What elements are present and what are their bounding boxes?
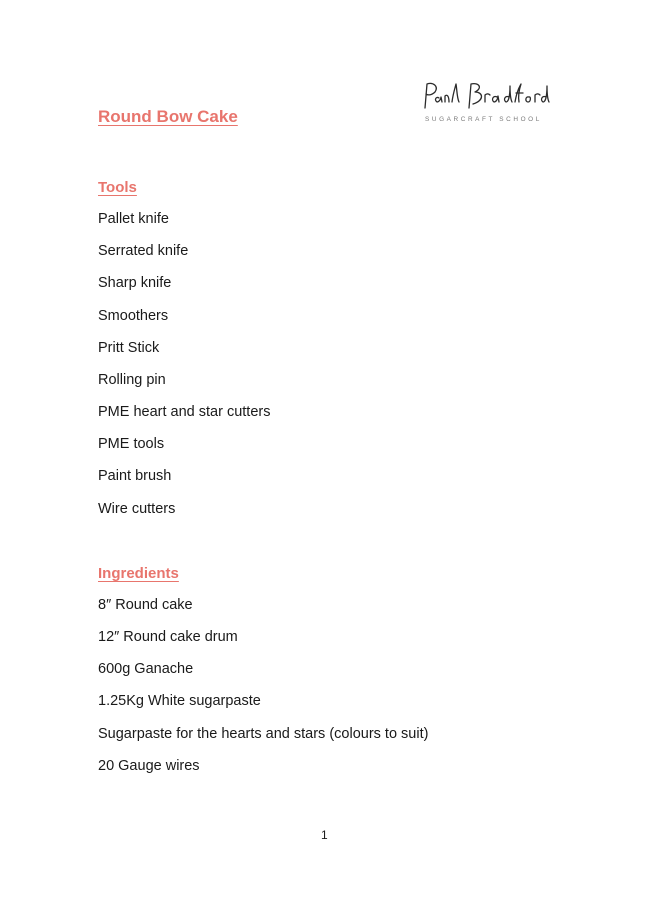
tools-list-item: Paint brush [98, 468, 172, 484]
page-number: 1 [321, 828, 328, 842]
logo-subtitle: SUGARCRAFT SCHOOL [425, 116, 542, 123]
tools-list-item: Pritt Stick [98, 340, 160, 356]
tools-heading: Tools [98, 179, 137, 196]
ingredients-list-item: 1.25Kg White sugarpaste [98, 693, 261, 709]
tools-list-item: Serrated knife [98, 243, 189, 259]
brand-logo [419, 78, 551, 126]
ingredients-list-item: 12″ Round cake drum [98, 629, 238, 645]
ingredients-heading: Ingredients [98, 565, 179, 582]
tools-list-item: PME tools [98, 436, 165, 452]
ingredients-list-item: 600g Ganache [98, 661, 194, 677]
tools-list-item: Sharp knife [98, 275, 172, 291]
ingredients-list-item: 20 Gauge wires [98, 758, 200, 774]
ingredients-list-item: Sugarpaste for the hearts and stars (colours to suit) [98, 726, 429, 742]
tools-list-item: Smoothers [98, 308, 169, 324]
tools-list-item: Pallet knife [98, 211, 169, 227]
tools-list-item: Rolling pin [98, 372, 166, 388]
tools-list-item: Wire cutters [98, 501, 176, 517]
signature-logo-icon [419, 78, 551, 114]
tools-list-item: PME heart and star cutters [98, 404, 271, 420]
ingredients-list-item: 8″ Round cake [98, 597, 193, 613]
document-title: Round Bow Cake [98, 107, 238, 126]
